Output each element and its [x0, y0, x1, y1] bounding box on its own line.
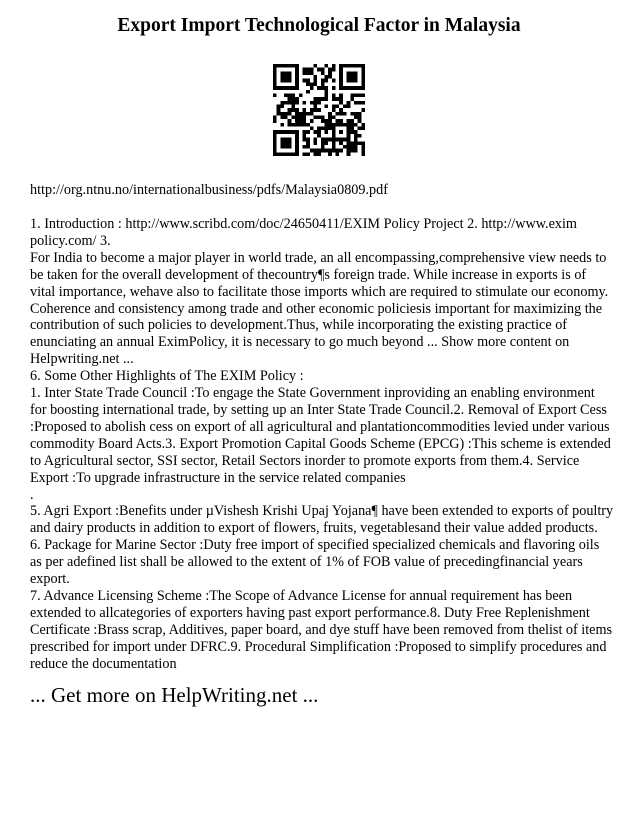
body-line: contribution of such policies to development.Thus, while incorporating the existing practice of: [30, 317, 568, 334]
body-line: policy.com/ 3.: [30, 232, 111, 249]
body-line: .: [30, 486, 34, 503]
body-line: enunciating an annual EximPolicy, it is necessary to go much beyond ... Show more content on: [30, 334, 570, 351]
source-url-link[interactable]: http://org.ntnu.no/internationalbusiness/pdfs/Malaysia0809.pdf: [30, 182, 388, 198]
body-line: for boosting international trade, by setting up an Inter State Trade Council.2. Removal of Export Cess: [30, 401, 607, 418]
body-line: Export :To upgrade infrastructure in the service related companies: [30, 469, 406, 486]
body-line: 5. Agri Export :Benefits under µVishesh Krishi Upaj Yojana¶ have been extended to exports of poultry: [30, 503, 614, 520]
body-line: 6. Package for Marine Sector :Duty free import of specified specialized chemicals and flavoring oils: [30, 537, 600, 554]
body-line: and dairy products in addition to export of flowers, fruits, vegetablesand their value added products.: [30, 520, 598, 537]
body-line: export.: [30, 571, 70, 588]
body-line: be taken for the overall development of thecountry¶s foreign trade. While increase in exports is of: [30, 266, 587, 283]
body-line: Coherence and consistency among trade and other economic policiesis important for maximizing the: [30, 300, 603, 317]
body-line: 7. Advance Licensing Scheme :The Scope of Advance License for annual requirement has been: [30, 587, 573, 604]
body-line: vital importance, wehave also to facilitate those imports which are required to stimulate our economy.: [30, 283, 609, 300]
body-line: Certificate :Brass scrap, Additives, paper board, and dye stuff have been removed from thelist of items: [30, 621, 613, 638]
body-line: 1. Inter State Trade Council :To engage the State Government inproviding an enabling environment: [30, 385, 595, 402]
body-line: reduce the documentation: [30, 655, 177, 672]
body-line: 1. Introduction : http://www.scribd.com/doc/24650411/EXIM Policy Project 2. http://www.exim: [30, 216, 577, 232]
body-line: For India to become a major player in world trade, an all encompassing,comprehensive view needs to: [30, 249, 607, 266]
body-line: :Proposed to abolish cess on export of all agricultural and plantationcommodities levied under various: [30, 418, 610, 435]
body-text: [30, 216, 614, 672]
document-title: Export Import Technological Factor in Malaysia: [117, 15, 521, 36]
qr-code-icon: [273, 64, 365, 156]
body-line: to Agricultural sector, SSI sector, Retail Sectors inorder to promote exports from them.4. Service: [30, 452, 580, 469]
body-line: extended to allcategories of exporters having past export performance.8. Duty Free Replenishment: [30, 604, 590, 621]
body-line: as per adefined list shall be allowed to the extent of 1% of FOB value of precedingfinancial years: [30, 554, 583, 571]
body-line: 6. Some Other Highlights of The EXIM Policy :: [30, 368, 304, 385]
get-more-link[interactable]: ... Get more on HelpWriting.net ...: [30, 683, 319, 707]
body-line: prescribed for import under DFRC.9. Procedural Simplification :Proposed to simplify procedures and: [30, 638, 607, 655]
body-line: Helpwriting.net ...: [30, 351, 134, 368]
body-line: commodity Board Acts.3. Export Promotion Capital Goods Scheme (EPCG) :This scheme is extended: [30, 435, 611, 452]
